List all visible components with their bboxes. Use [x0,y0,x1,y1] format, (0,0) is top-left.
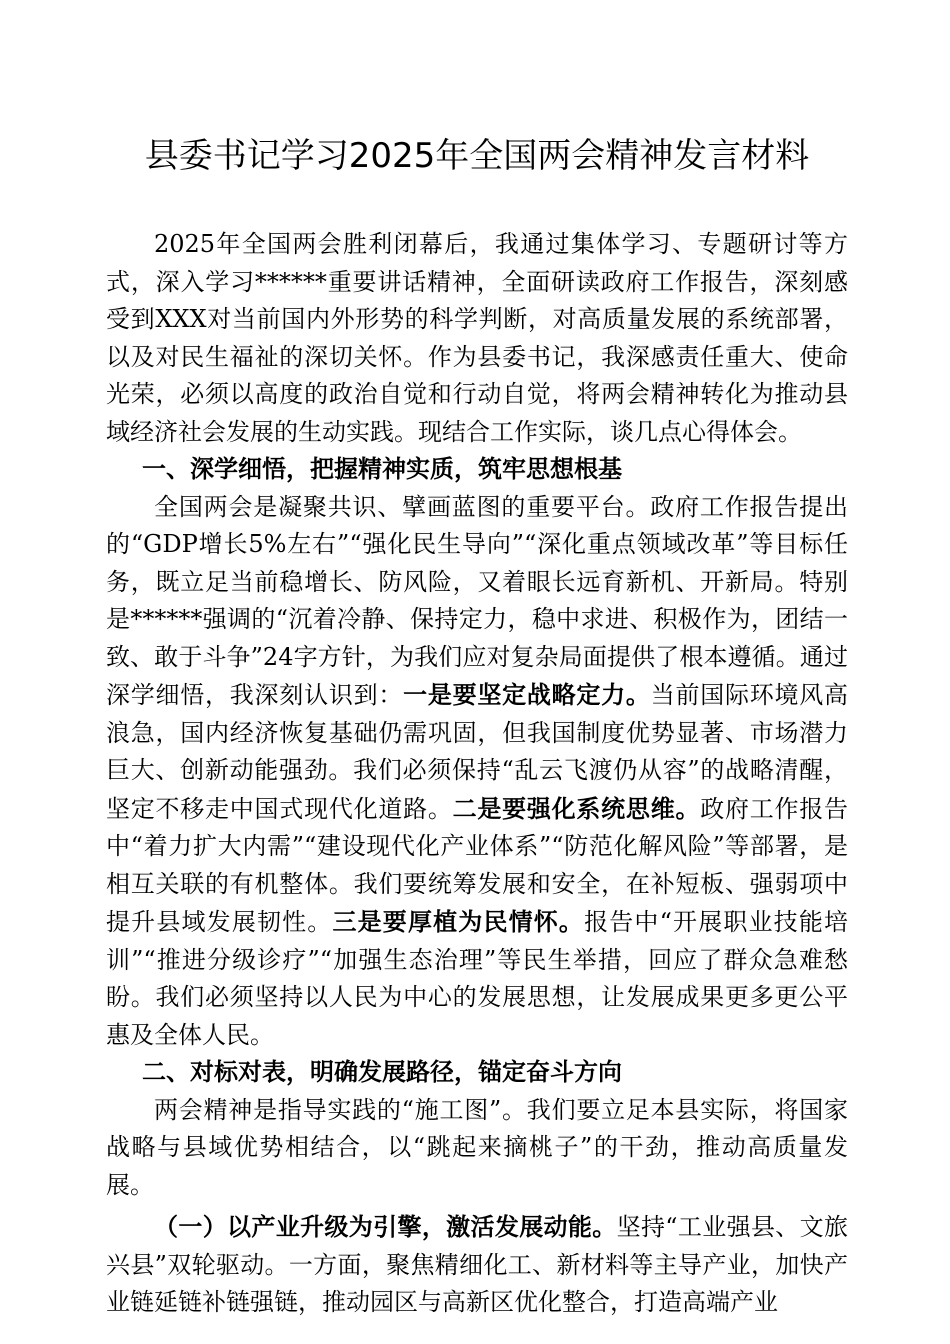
point-1-heading: 一是要坚定战略定力。 [403,680,651,709]
section-1-text: 全国两会是凝聚共识、擘画蓝图的重要平台。政府工作报告提出的“GDP增长5%左右”“强化民生导向”“深化重点领域改革”等目标任务，既立足当前稳增长、防风险，又着眼长远育新机、开新局。特别是******强调的“沉着冷静、保持定力，稳中求进、积极作为，团结一致、敢于斗争”24字方针，为我们应对复杂局面提供了根本遵循。通过深学细悟，我深刻认识到： [106,492,848,709]
section-1-heading: 一、深学细悟，把握精神实质，筑牢思想根基 [142,455,622,483]
subsection-1-paragraph [106,1208,848,1322]
document-page [106,128,848,1322]
point-3-heading: 三是要厚植为民情怀。 [332,907,585,936]
intro-paragraph: 2025年全国两会胜利闭幕后，我通过集体学习、专题研讨等方式，深入学习******重要讲话精神，全面研读政府工作报告，深刻感受到XXX对当前国内外形势的科学判断，对高质量发展的系统部署，以及对民生福祉的深切关怀。作为县委书记，我深感责任重大、使命光荣，必须以高度的政治自觉和行动自觉，将两会精神转化为推动县域经济社会发展的生动实践。现结合工作实际，谈几点心得体会。 [106,230,848,446]
section-2-paragraph: 两会精神是指导实践的“施工图”。我们要立足本县实际，将国家战略与县域优势相结合，以“跳起来摘桃子”的干劲，推动高质量发展。 [106,1095,848,1199]
section-1-paragraph [106,489,848,1055]
document-title: 县委书记学习2025年全国两会精神发言材料 [144,136,810,176]
section-2-heading: 二、对标对表，明确发展路径，锚定奋斗方向 [142,1058,622,1086]
point-2-text: 政府工作报告中“着力扩大内需”“建设现代化产业体系”“防范化解风险”等部署，是相互关联的有机整体。我们要统筹发展和安全，在补短板、强弱项中提升县域发展韧性。 [106,794,849,936]
point-3-text: 报告中“开展职业技能培训”“推进分级诊疗”“加强生态治理”等民生举措，回应了群众急难愁盼。我们必须坚持以人民为中心的发展思想，让发展成果更多更公平惠及全体人民。 [106,908,849,1049]
subsection-1-heading: （一）以产业升级为引擎，激活发展动能。 [154,1212,617,1241]
point-1-text: 当前国际环境风高浪急，国内经济恢复基础仍需巩固，但我国制度优势显著、市场潜力巨大、创新动能强劲。我们必须保持“乱云飞渡仍从容”的战略清醒，坚定不移走中国式现代化道路。 [106,681,849,823]
point-2-heading: 二是要强化系统思维。 [452,793,701,823]
subsection-1-text: 坚持“工业强县、文旅兴县”双轮驱动。一方面，聚焦精细化工、新材料等主导产业，加快产业链延链补链强链，推动园区与高新区优化整合，打造高端产业 [106,1213,848,1316]
